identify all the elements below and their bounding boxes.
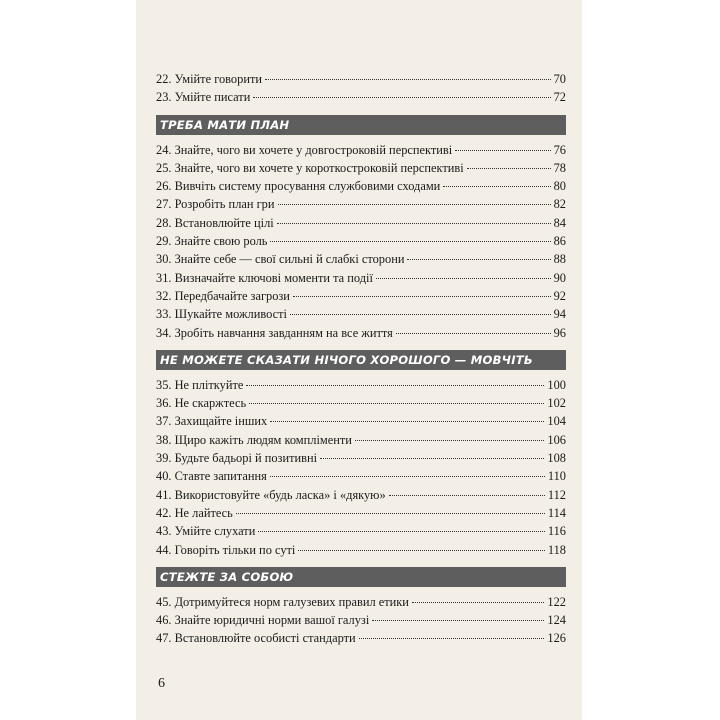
toc-entry	[156, 541, 566, 559]
dot-leader	[290, 314, 551, 315]
toc-entry-page: 124	[547, 613, 566, 628]
toc-entry-page: 112	[547, 487, 566, 502]
dot-leader	[249, 403, 544, 404]
toc-entry	[156, 70, 566, 88]
dot-leader	[270, 421, 544, 422]
toc-entry-page: 104	[547, 414, 566, 429]
toc-entry-page: 118	[547, 542, 566, 557]
toc-entry-page: 94	[553, 307, 566, 322]
toc-entry-title: 33. Шукайте можливості	[156, 307, 287, 322]
section-header: НЕ МОЖЕТЕ СКАЗАТИ НІЧОГО ХОРОШОГО — МОВЧІТЬ	[156, 350, 566, 370]
toc-entry-page: 106	[547, 432, 566, 447]
toc-entry-title: 36. Не скаржтесь	[156, 396, 247, 411]
toc-entry	[156, 177, 566, 195]
dot-leader	[277, 223, 551, 224]
toc-entry-title: 46. Знайте юридичні норми вашої галузі	[156, 613, 370, 628]
toc-entry	[156, 412, 566, 430]
toc-entry-page: 76	[553, 142, 566, 157]
toc-entry-page: 84	[553, 215, 566, 230]
toc-entry	[156, 522, 566, 540]
toc-entry-page: 110	[547, 469, 566, 484]
dot-leader	[376, 278, 551, 279]
toc-entry	[156, 88, 566, 106]
dot-leader	[293, 296, 551, 297]
toc-entry	[156, 593, 566, 611]
toc-entry-title: 41. Використовуйте «будь ласка» і «дякую»	[156, 487, 386, 502]
toc-entry-title: 23. Умійте писати	[156, 90, 251, 105]
toc-entry-title: 25. Знайте, чого ви хочете у короткостроковій перспективі	[156, 160, 464, 175]
toc-entry-page: 114	[547, 505, 566, 520]
toc-entry-title: 22. Умійте говорити	[156, 72, 262, 86]
dot-leader	[389, 495, 545, 496]
toc-entry-page: 100	[547, 377, 566, 392]
toc-entry-page: 78	[553, 160, 566, 175]
toc-entry-title: 26. Вивчіть систему просування службовими сходами	[156, 179, 441, 194]
toc-entry-title: 27. Розробіть план гри	[156, 197, 275, 212]
toc-entry-page: 86	[553, 234, 566, 249]
toc-entry-title: 42. Не лайтесь	[156, 505, 233, 520]
toc-entry-title: 44. Говоріть тільки по суті	[156, 542, 296, 557]
toc-entry	[156, 431, 566, 449]
toc-entry-title: 30. Знайте себе — свої сильні й слабкі сторони	[156, 252, 405, 267]
table-of-contents	[156, 70, 566, 648]
toc-entry	[156, 376, 566, 394]
toc-entry-page: 82	[553, 197, 566, 212]
dot-leader	[258, 531, 545, 532]
toc-entry	[156, 324, 566, 342]
toc-entry	[156, 195, 566, 213]
toc-entry	[156, 141, 566, 159]
toc-entry-title: 38. Щиро кажіть людям компліменти	[156, 432, 352, 447]
toc-entry	[156, 611, 566, 629]
toc-entry-page: 72	[553, 90, 566, 105]
dot-leader	[278, 204, 551, 205]
toc-entry	[156, 486, 566, 504]
toc-entry-page: 108	[547, 451, 566, 466]
toc-entry-page: 96	[553, 325, 566, 340]
toc-entry	[156, 504, 566, 522]
toc-entry	[156, 394, 566, 412]
toc-entry-title: 43. Умійте слухати	[156, 524, 256, 539]
toc-entry	[156, 232, 566, 250]
dot-leader	[246, 385, 544, 386]
toc-entry	[156, 629, 566, 647]
toc-entry-title: 37. Захищайте інших	[156, 414, 268, 429]
dot-leader	[270, 241, 550, 242]
dot-leader	[265, 79, 551, 80]
toc-entry-title: 24. Знайте, чого ви хочете у довгостроковій перспективі	[156, 142, 453, 157]
toc-entry	[156, 159, 566, 177]
dot-leader	[359, 638, 545, 639]
toc-entry-page: 88	[553, 252, 566, 267]
toc-entry	[156, 287, 566, 305]
toc-entry-title: 47. Встановлюйте особисті стандарти	[156, 631, 356, 646]
toc-entry-title: 35. Не пліткуйте	[156, 377, 244, 392]
toc-entry-title: 31. Визначайте ключові моменти та події	[156, 270, 373, 285]
toc-entry-title: 34. Зробіть навчання завданням на все життя	[156, 325, 393, 340]
dot-leader	[372, 620, 544, 621]
toc-entry-page: 80	[553, 179, 566, 194]
dot-leader	[320, 458, 544, 459]
dot-leader	[396, 333, 551, 334]
toc-entry-title: 29. Знайте свою роль	[156, 234, 268, 249]
toc-entry-title: 39. Будьте бадьорі й позитивні	[156, 451, 318, 466]
toc-entry-title: 32. Передбачайте загрози	[156, 288, 290, 303]
section-header: СТЕЖТЕ ЗА СОБОЮ	[156, 567, 566, 587]
toc-entry	[156, 449, 566, 467]
toc-entry-page: 102	[547, 396, 566, 411]
toc-entry-page: 90	[553, 270, 566, 285]
toc-entry	[156, 250, 566, 268]
dot-leader	[236, 513, 545, 514]
dot-leader	[455, 150, 550, 151]
toc-entry-page: 126	[547, 631, 566, 646]
toc-entry-page: 122	[547, 594, 566, 609]
toc-entry-title: 28. Встановлюйте цілі	[156, 215, 274, 230]
toc-entry	[156, 214, 566, 232]
toc-entry-page: 116	[547, 524, 566, 539]
toc-entry	[156, 305, 566, 323]
dot-leader	[270, 476, 545, 477]
dot-leader	[412, 602, 544, 603]
toc-entry-page: 92	[553, 288, 566, 303]
dot-leader	[253, 97, 550, 98]
toc-entry-title: 45. Дотримуйтеся норм галузевих правил етики	[156, 594, 409, 609]
toc-entry-page: 70	[553, 72, 566, 86]
toc-entry	[156, 269, 566, 287]
page-number: 6	[158, 676, 165, 691]
dot-leader	[355, 440, 544, 441]
dot-leader	[467, 168, 551, 169]
toc-entry	[156, 467, 566, 485]
dot-leader	[443, 186, 550, 187]
book-page	[136, 0, 582, 720]
toc-entry-title: 40. Ставте запитання	[156, 469, 267, 484]
dot-leader	[298, 550, 544, 551]
dot-leader	[407, 259, 550, 260]
section-header: ТРЕБА МАТИ ПЛАН	[156, 115, 566, 135]
